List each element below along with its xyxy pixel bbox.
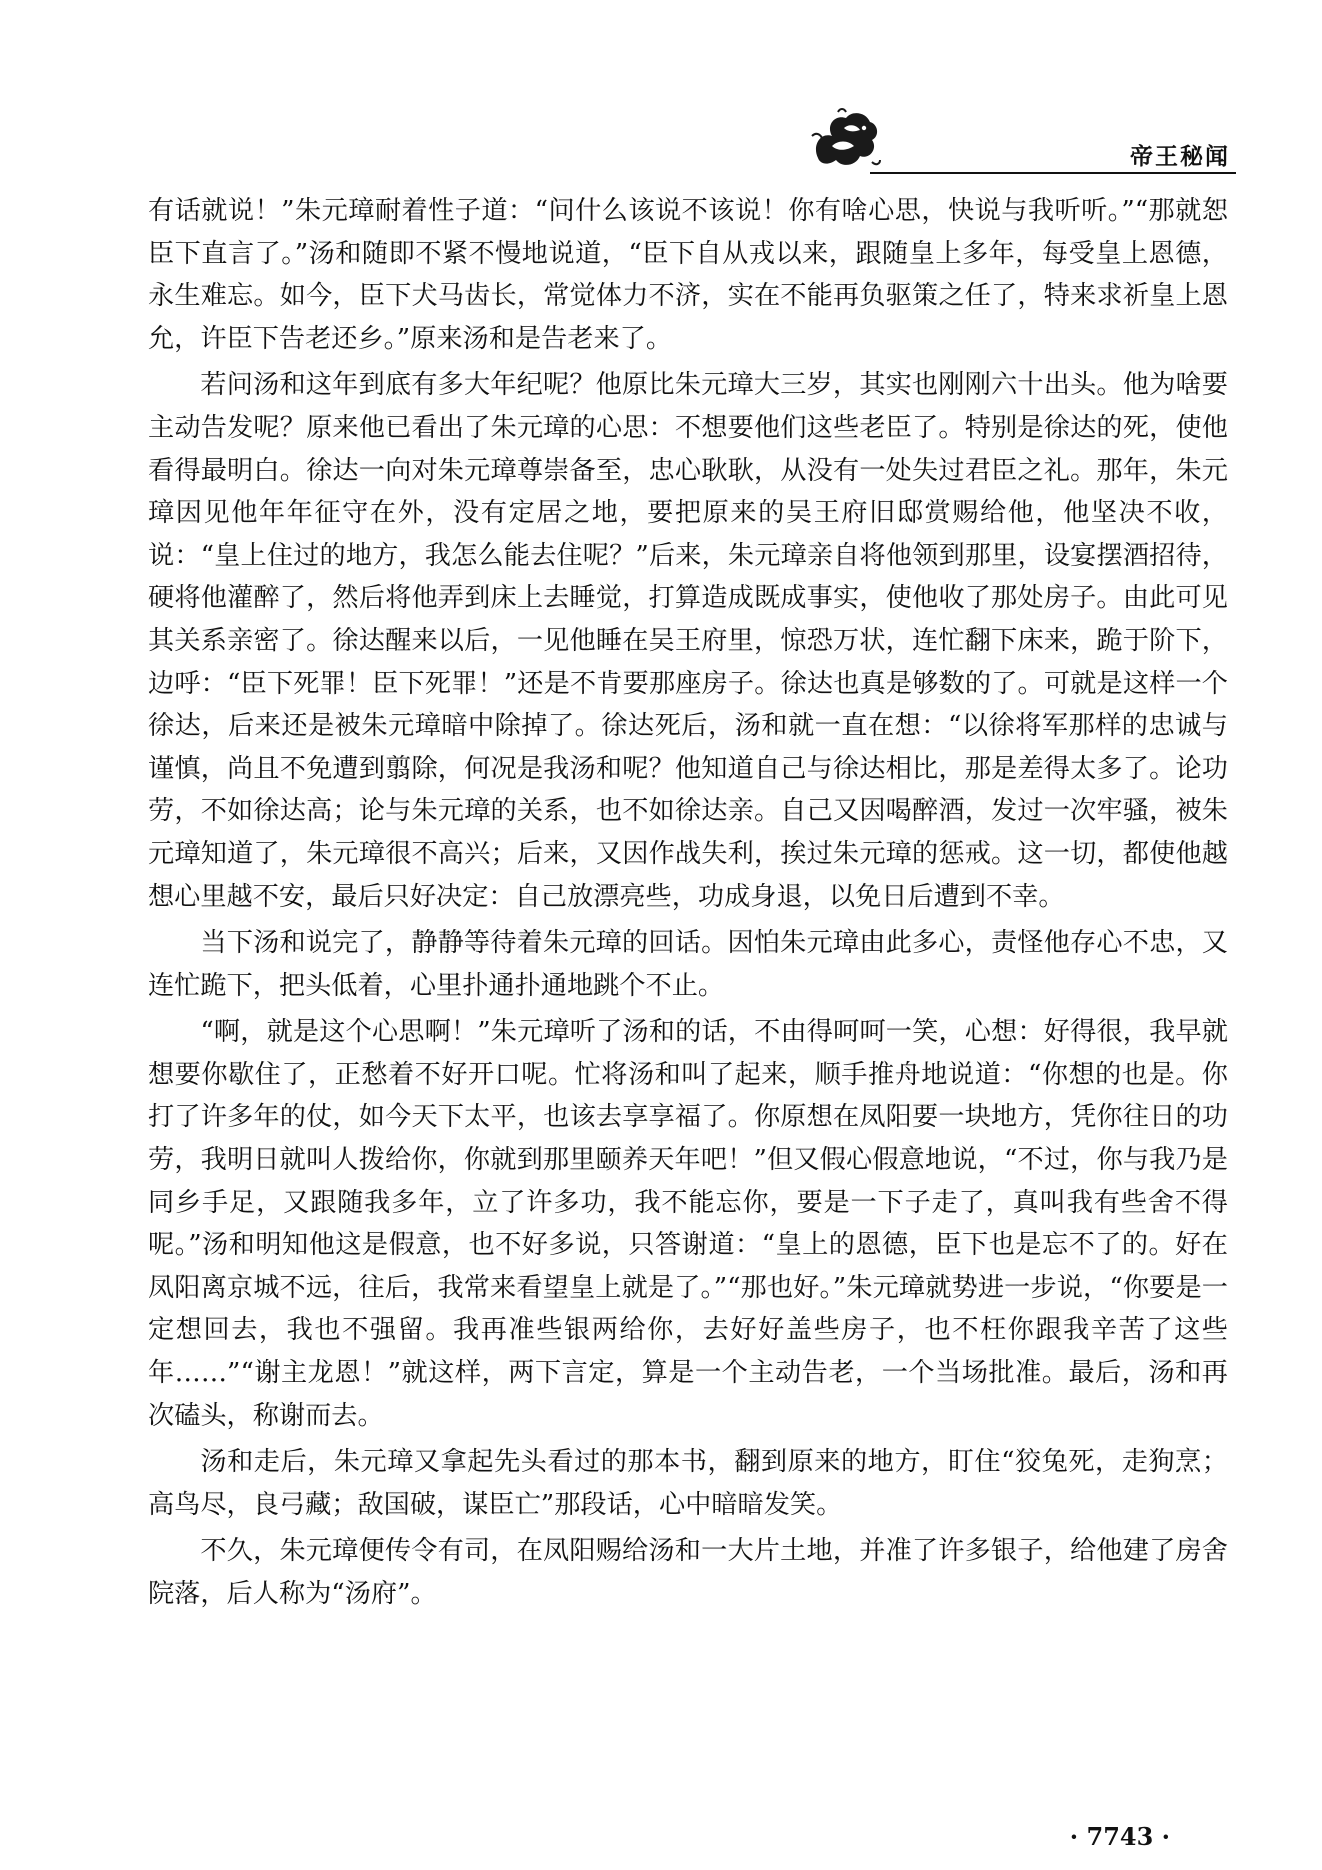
page-header bbox=[0, 0, 1322, 180]
running-header-title: 帝王秘闻 bbox=[1130, 144, 1230, 170]
header-rule bbox=[870, 172, 1236, 174]
paragraph: 若问汤和这年到底有多大年纪呢？他原比朱元璋大三岁，其实也刚刚六十出头。他为啥要主动告发呢？原来他已看出了朱元璋的心思：不想要他们这些老臣了。特别是徐达的死，使他看得最明白。徐达一向对朱元璋尊崇备至，忠心耿耿，从没有一处失过君臣之礼。那年，朱元璋因见他年年征守在外，没有定居之地，要把原来的吴王府旧邸赏赐给他，他坚决不收，说：“皇上住过的地方，我怎么能去住呢？”后来，朱元璋亲自将他领到那里，设宴摆酒招待，硬将他灌醉了，然后将他弄到床上去睡觉，打算造成既成事实，使他收了那处房子。由此可见其关系亲密了。徐达醒来以后，一见他睡在吴王府里，惊恐万状，连忙翻下床来，跪于阶下，边呼：“臣下死罪！臣下死罪！”还是不肯要那座房子。徐达也真是够数的了。可就是这样一个徐达，后来还是被朱元璋暗中除掉了。徐达死后，汤和就一直在想：“以徐将军那样的忠诚与谨慎，尚且不免遭到翦除，何况是我汤和呢？他知道自己与徐达相比，那是差得太多了。论功劳，不如徐达高；论与朱元璋的关系，也不如徐达亲。自己又因喝醉酒，发过一次牢骚，被朱元璋知道了，朱元璋很不高兴；后来，又因作战失利，挨过朱元璋的惩戒。这一切，都使他越想心里越不安，最后只好决定：自己放漂亮些，功成身退，以免日后遭到不幸。 bbox=[148, 370, 1228, 912]
dragon-icon bbox=[808, 106, 882, 172]
paragraph: “啊，就是这个心思啊！”朱元璋听了汤和的话，不由得呵呵一笑，心想：好得很，我早就想要你歇住了，正愁着不好开口呢。忙将汤和叫了起来，顺手推舟地说道：“你想的也是。你打了许多年的仗，如今天下太平，也该去享享福了。你原想在凤阳要一块地方，凭你往日的功劳，我明日就叫人拨给你，你就到那里颐养天年吧！”但又假心假意地说，“不过，你与我乃是同乡手足，又跟随我多年，立了许多功，我不能忘你，要是一下子走了，真叫我有些舍不得呢。”汤和明知他这是假意，也不好多说，只答谢道：“皇上的恩德，臣下也是忘不了的。好在凤阳离京城不远，往后，我常来看望皇上就是了。”“那也好。”朱元璋就势进一步说，“你要是一定想回去，我也不强留。我再准些银两给你，去好好盖些房子，也不枉你跟我辛苦了这些年……”“谢主龙恩！”就这样，两下言定，算是一个主动告老，一个当场批准。最后，汤和再次磕头，称谢而去。 bbox=[148, 1017, 1228, 1431]
paragraph: 有话就说！”朱元璋耐着性子道：“问什么该说不该说！你有啥心思，快说与我听听。”“那就恕臣下直言了。”汤和随即不紧不慢地说道，“臣下自从戎以来，跟随皇上多年，每受皇上恩德，永生难忘。如今，臣下犬马齿长，常觉体力不济，实在不能再负驱策之任了，特来求祈皇上恩允，许臣下告老还乡。”原来汤和是告老来了。 bbox=[148, 196, 1228, 354]
paragraph: 不久，朱元璋便传令有司，在凤阳赐给汤和一大片土地，并准了许多银子，给他建了房舍院落，后人称为“汤府”。 bbox=[148, 1536, 1228, 1609]
paragraph: 汤和走后，朱元璋又拿起先头看过的那本书，翻到原来的地方，盯住“狡兔死，走狗烹；高鸟尽，良弓藏；敌国破，谋臣亡”那段话，心中暗暗发笑。 bbox=[148, 1447, 1228, 1520]
page-number: · 7743 · bbox=[1069, 1822, 1170, 1851]
paragraph: 当下汤和说完了，静静等待着朱元璋的回话。因怕朱元璋由此多心，责怪他存心不忠，又连忙跪下，把头低着，心里扑通扑通地跳个不止。 bbox=[148, 928, 1228, 1001]
body-text bbox=[148, 190, 1228, 1616]
